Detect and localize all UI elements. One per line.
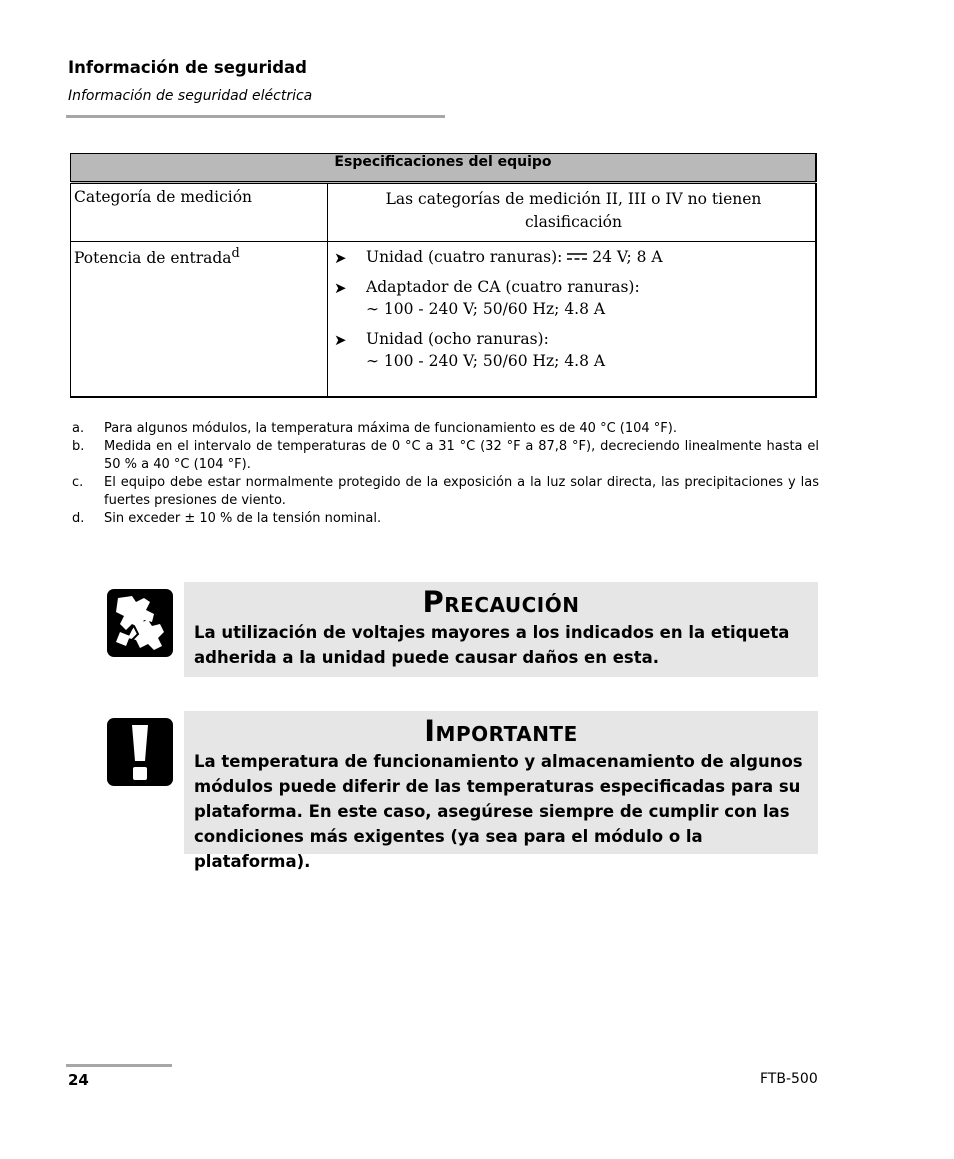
exclamation-important-icon <box>106 717 174 787</box>
arrow-bullet-icon: ➤ <box>334 331 347 349</box>
page-number: 24 <box>68 1071 89 1089</box>
input-power-value <box>328 242 817 398</box>
measurement-category-label: Categoría de medición <box>71 183 328 242</box>
equipment-spec-table <box>70 153 817 398</box>
list-item: ➤ Adaptador de CA (cuatro ranuras): ∼ 100 - 240 V; 50/60 Hz; 4.8 A <box>334 278 640 318</box>
footnote: a. Para algunos módulos, la temperatura máxima de funcionamiento es de 40 °C (104 °F). <box>72 421 677 436</box>
table-row <box>71 183 817 242</box>
caution-title: Precaución <box>422 585 580 619</box>
important-text: La temperatura de funcionamiento y almacenamiento de algunos módulos puede diferir de las temperaturas especificadas para su plataforma. En este caso, asegúrese siempre de cumplir con las condiciones más exigentes (ya sea para el módulo o la plataforma). <box>194 752 803 871</box>
footnotes <box>72 420 819 528</box>
footnote: d. Sin exceder ± 10 % de la tensión nominal. <box>72 511 382 526</box>
page-subsection-title: Información de seguridad eléctrica <box>68 88 313 104</box>
input-power-label: Potencia de entrada$^d$ <box>71 242 328 398</box>
broken-gear-caution-icon <box>106 588 174 658</box>
caution-text: La utilización de voltajes mayores a los indicados en la etiqueta adherida a la unidad puede causar daños en esta. <box>194 623 790 667</box>
important-title: Importante <box>424 714 578 748</box>
product-model: FTB-500 <box>760 1071 818 1087</box>
spec-table-title: Especificaciones del equipo <box>71 154 817 183</box>
measurement-category-value: Las categorías de medición II, III o IV no tienen clasificación <box>328 183 817 242</box>
page-section-title: Información de seguridad <box>68 58 307 77</box>
arrow-bullet-icon: ➤ <box>334 249 347 267</box>
table-row <box>71 242 817 398</box>
arrow-bullet-icon: ➤ <box>334 279 347 297</box>
footer-rule <box>66 1064 172 1067</box>
list-item: ➤ Unidad (ocho ranuras): ∼ 100 - 240 V; 50/60 Hz; 4.8 A <box>334 330 606 370</box>
header-rule <box>66 115 445 118</box>
list-item: ➤ Unidad (cuatro ranuras): 24 V; 8 A <box>334 248 663 267</box>
caution-box <box>184 582 818 677</box>
footnote-ref: d <box>231 246 240 261</box>
footnote: c. El equipo debe estar normalmente protegido de la exposición a la luz solar directa, las precipitaciones y las fuertes presiones de viento. <box>72 475 819 508</box>
footnote: b. Medida en el intervalo de temperaturas de 0 °C a 31 °C (32 °F a 87,8 °F), decreciendo linealmente hasta el 50 % a 40 °C (104 °F). <box>72 439 819 472</box>
dc-current-icon <box>567 251 587 261</box>
important-box <box>184 711 818 871</box>
